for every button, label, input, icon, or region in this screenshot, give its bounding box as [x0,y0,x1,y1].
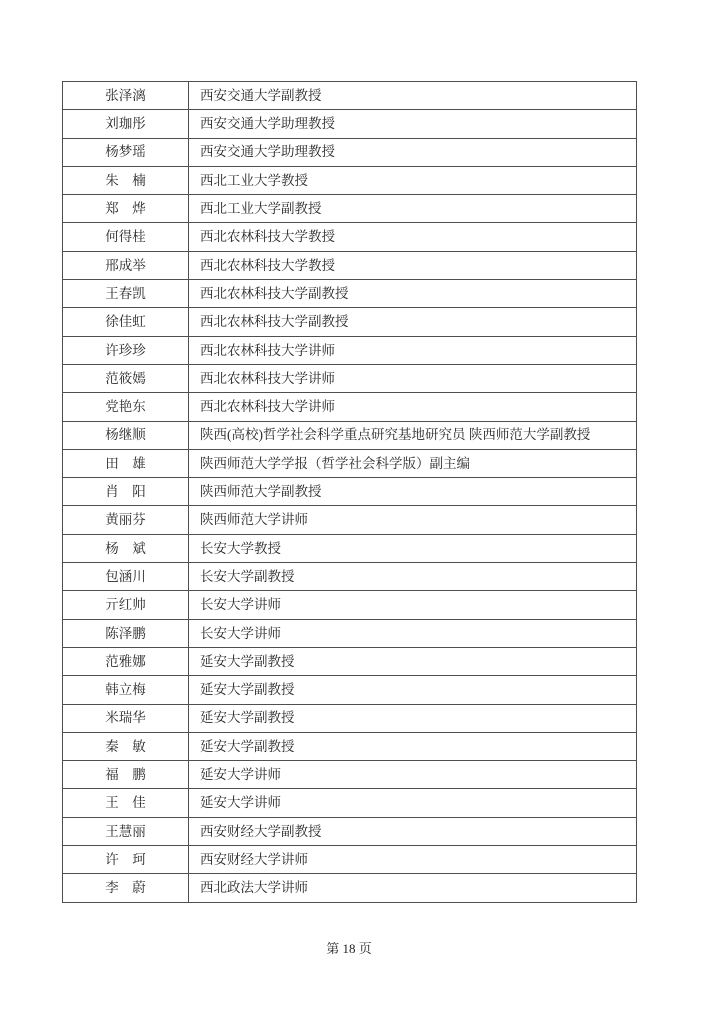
member-title: 西北农林科技大学副教授 [189,280,637,308]
member-name: 许珍珍 [63,336,189,364]
member-title: 西北农林科技大学教授 [189,223,637,251]
member-name: 范雅娜 [63,647,189,675]
member-name: 王慧丽 [63,817,189,845]
table-row [63,336,637,364]
member-title: 西北农林科技大学讲师 [189,336,637,364]
member-name: 何得桂 [63,223,189,251]
table-row [63,704,637,732]
member-title: 延安大学副教授 [189,676,637,704]
table-row [63,874,637,902]
member-title: 延安大学副教授 [189,704,637,732]
member-name: 刘珈彤 [63,110,189,138]
table-row [63,817,637,845]
table-row [63,478,637,506]
member-name: 肖 阳 [63,478,189,506]
table-row [63,449,637,477]
table-row [63,166,637,194]
member-title: 陕西(高校)哲学社会科学重点研究基地研究员 陕西师范大学副教授 [189,421,637,449]
table-row [63,732,637,760]
member-title: 长安大学讲师 [189,619,637,647]
member-title: 陕西师范大学学报（哲学社会科学版）副主编 [189,449,637,477]
member-name: 郑 烨 [63,195,189,223]
member-title: 西安财经大学副教授 [189,817,637,845]
member-title: 西北工业大学副教授 [189,195,637,223]
table-row [63,364,637,392]
member-title: 延安大学副教授 [189,647,637,675]
page-number: 第 18 页 [326,941,372,956]
member-name: 党艳东 [63,393,189,421]
member-name: 福 鹏 [63,761,189,789]
roster-table-body [63,82,637,903]
table-row [63,280,637,308]
member-name: 米瑞华 [63,704,189,732]
table-row [63,251,637,279]
table-row [63,195,637,223]
member-title: 西北政法大学讲师 [189,874,637,902]
member-name: 陈泽鹏 [63,619,189,647]
member-title: 西安财经大学讲师 [189,846,637,874]
table-row [63,591,637,619]
table-row [63,82,637,110]
table-row [63,647,637,675]
member-name: 朱 楠 [63,166,189,194]
table-row [63,619,637,647]
member-title: 陕西师范大学副教授 [189,478,637,506]
member-name: 田 雄 [63,449,189,477]
member-name: 邢成举 [63,251,189,279]
member-title: 西北农林科技大学副教授 [189,308,637,336]
member-name: 李 蔚 [63,874,189,902]
member-name: 韩立梅 [63,676,189,704]
table-row [63,563,637,591]
member-title: 西安交通大学助理教授 [189,110,637,138]
table-row [63,421,637,449]
table-row [63,846,637,874]
member-name: 杨梦瑶 [63,138,189,166]
member-title: 长安大学讲师 [189,591,637,619]
member-title: 长安大学教授 [189,534,637,562]
member-title: 西北农林科技大学讲师 [189,393,637,421]
table-row [63,110,637,138]
table-row [63,761,637,789]
member-name: 王 佳 [63,789,189,817]
member-name: 杨继顺 [63,421,189,449]
table-row [63,534,637,562]
member-title: 西北农林科技大学讲师 [189,364,637,392]
member-name: 秦 敏 [63,732,189,760]
member-title: 陕西师范大学讲师 [189,506,637,534]
member-name: 范筱嫣 [63,364,189,392]
roster-table [62,81,637,903]
member-title: 西安交通大学助理教授 [189,138,637,166]
member-name: 亓红帅 [63,591,189,619]
member-title: 延安大学讲师 [189,761,637,789]
member-name: 黄丽芬 [63,506,189,534]
table-row [63,138,637,166]
member-name: 王春凯 [63,280,189,308]
member-title: 长安大学副教授 [189,563,637,591]
member-title: 西安交通大学副教授 [189,82,637,110]
member-title: 西北农林科技大学教授 [189,251,637,279]
member-name: 许 珂 [63,846,189,874]
member-name: 杨 斌 [63,534,189,562]
table-row [63,676,637,704]
member-name: 包涵川 [63,563,189,591]
table-row [63,789,637,817]
table-row [63,308,637,336]
table-row [63,223,637,251]
member-name: 徐佳虹 [63,308,189,336]
member-title: 延安大学副教授 [189,732,637,760]
table-row [63,506,637,534]
member-name: 张泽漓 [63,82,189,110]
member-title: 西北工业大学教授 [189,166,637,194]
table-row [63,393,637,421]
member-title: 延安大学讲师 [189,789,637,817]
